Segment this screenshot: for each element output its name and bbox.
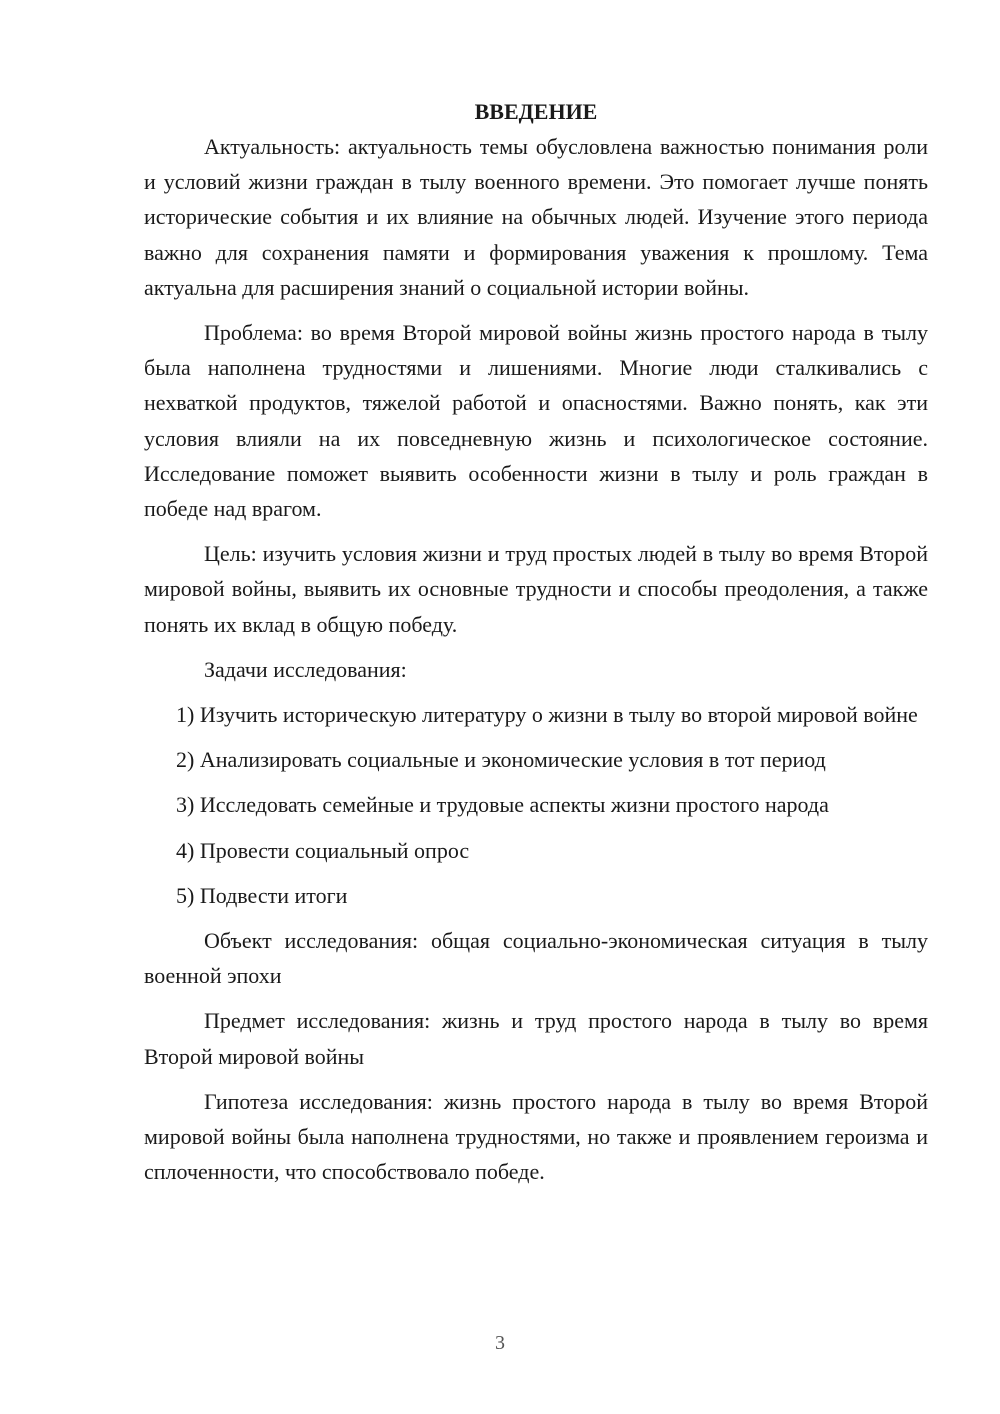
paragraph-subject: Предмет исследования: жизнь и труд простого народа в тылу во время Второй мировой войны	[144, 1008, 928, 1069]
section-title: ВВЕДЕНИЕ	[474, 99, 598, 124]
task-item-3: 3) Исследовать семейные и трудовые аспекты жизни простого народа	[176, 792, 829, 818]
paragraph-hypothesis: Гипотеза исследования: жизнь простого народа в тылу во время Второй мировой войны была наполнена трудностями, но также и проявлением героизма и сплоченности, что способствовало победе.	[144, 1088, 928, 1185]
task-item-5: 5) Подвести итоги	[176, 882, 348, 908]
paragraph-relevance: Актуальность: актуальность темы обусловлена важностью понимания роли и условий жизни граждан в тылу военного времени. Это помогает лучше понять исторические события и их влияние на обычных людей. Изучение этого периода важно для сохранения памяти и формирования уважения к прошлому. Тема актуальна для расширения знаний о социальной истории войны.	[144, 134, 928, 300]
page-number: 3	[495, 1332, 505, 1354]
paragraph-object: Объект исследования: общая социально-экономическая ситуация в тылу военной эпохи	[144, 928, 928, 989]
paragraph-tasks-heading: Задачи исследования:	[204, 656, 407, 682]
task-item-2: 2) Анализировать социальные и экономические условия в тот период	[176, 747, 826, 773]
page-content	[144, 94, 928, 1189]
task-item-4: 4) Провести социальный опрос	[176, 837, 470, 863]
paragraph-problem: Проблема: во время Второй мировой войны жизнь простого народа в тылу была наполнена трудностями и лишениями. Многие люди сталкивались с нехваткой продуктов, тяжелой работой и опасностями. Важно понять, как эти условия влияли на их повседневную жизнь и психологическое состояние. Исследование поможет выявить особенности жизни в тылу и роль граждан в победе над врагом.	[144, 320, 928, 522]
task-item-1: 1) Изучить историческую литературу о жизни в тылу во второй мировой войне	[176, 702, 918, 728]
paragraph-goal: Цель: изучить условия жизни и труд простых людей в тылу во время Второй мировой войны, выявить их основные трудности и способы преодоления, а также понять их вклад в общую победу.	[144, 541, 928, 637]
